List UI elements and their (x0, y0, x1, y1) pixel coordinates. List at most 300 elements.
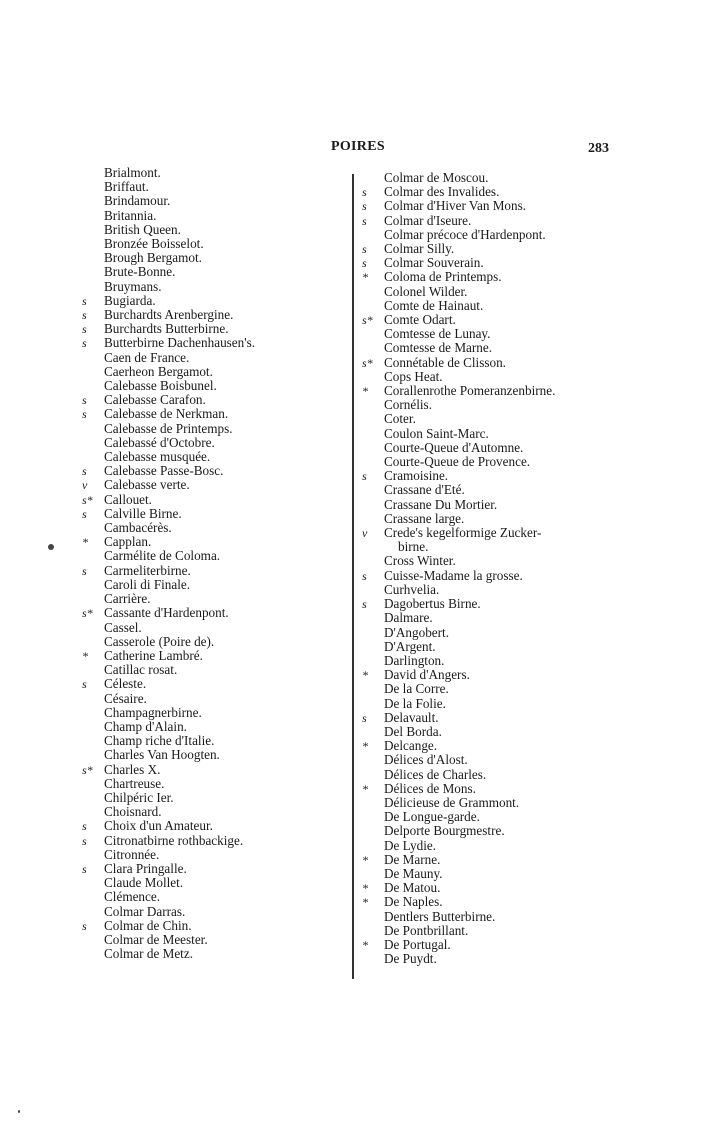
entry-marker: s (82, 861, 87, 876)
list-item (362, 313, 622, 327)
entry-marker: * (362, 668, 368, 683)
entry-text: Colmar Souverain. (384, 255, 484, 271)
list-item (362, 299, 622, 313)
entry-text: David d'Angers. (384, 667, 470, 683)
entry-marker: * (362, 881, 368, 896)
entry-text: Colmar d'Iseure. (384, 212, 472, 228)
list-item (82, 493, 332, 507)
list-item (82, 407, 332, 421)
entry-marker (82, 592, 104, 606)
list-item (82, 706, 332, 720)
list-item (82, 720, 332, 734)
right-column (362, 171, 622, 966)
entry-text: Bruymans. (104, 278, 162, 294)
entry-text: Colmar d'Hiver Van Mons. (384, 198, 527, 214)
entry-marker (362, 441, 384, 455)
entry-text: Colmar de Metz. (104, 946, 193, 962)
entry-text: Cross Winter. (384, 553, 456, 569)
list-item (82, 933, 332, 947)
list-item (82, 919, 332, 933)
list-item (82, 947, 332, 961)
list-item (362, 910, 622, 924)
entry-text: D'Angobert. (384, 624, 450, 640)
entry-marker: s (82, 322, 87, 337)
list-item (362, 725, 622, 739)
entry-marker: * (82, 535, 88, 550)
entry-marker: s (362, 710, 367, 725)
list-item (362, 867, 622, 881)
entry-text: Colmar précoce d'Hardenpont. (384, 226, 546, 242)
list-item (362, 498, 622, 512)
list-item (82, 322, 332, 336)
entry-marker: s (82, 336, 87, 351)
entry-text: De Mauny. (384, 865, 443, 881)
entry-marker (82, 663, 104, 677)
list-item (362, 640, 622, 654)
entry-text: Connétable de Clisson. (384, 354, 506, 370)
entry-marker: s* (362, 355, 373, 370)
entry-text: Brindamour. (104, 193, 171, 209)
entry-text: Coulon Saint-Marc. (384, 425, 489, 441)
entry-text: Crassane large. (384, 510, 465, 526)
list-item (82, 308, 332, 322)
entry-text: Burchardts Arenbergine. (104, 307, 234, 323)
list-item (82, 478, 332, 492)
list-item (362, 611, 622, 625)
entry-text: De Lydie. (384, 837, 437, 853)
list-item (82, 436, 332, 450)
entry-text: De Portugal. (384, 936, 451, 952)
entry-text: Capplan. (104, 534, 152, 550)
entry-text: Cuisse-Madame la grosse. (384, 567, 523, 583)
entry-marker: s (82, 293, 87, 308)
entry-text: Colonel Wilder. (384, 283, 468, 299)
entry-text: Colmar Silly. (384, 241, 455, 257)
entry-marker (362, 228, 384, 242)
list-item (82, 393, 332, 407)
entry-marker (362, 398, 384, 412)
list-item (82, 606, 332, 620)
ink-speck (18, 1110, 20, 1113)
entry-marker (362, 540, 384, 554)
entry-text: Caroli di Finale. (104, 576, 191, 592)
list-item (362, 285, 622, 299)
entry-text: Charles X. (104, 761, 161, 777)
entry-marker (82, 578, 104, 592)
entry-marker: s (82, 918, 87, 933)
entry-marker (362, 427, 384, 441)
entry-text: Calebasse verte. (104, 477, 190, 493)
entry-text: British Queen. (104, 221, 181, 237)
list-item (362, 654, 622, 668)
list-item (362, 583, 622, 597)
entry-text: Caerheon Bergamot. (104, 363, 213, 379)
entry-marker (362, 498, 384, 512)
entry-marker: * (362, 852, 368, 867)
list-item (362, 483, 622, 497)
entry-text: Chilpéric Ier. (104, 789, 174, 805)
list-item (362, 199, 622, 213)
entry-text: Brute-Bonne. (104, 264, 176, 280)
list-item (362, 839, 622, 853)
list-item (82, 763, 332, 777)
entry-text: Délices de Charles. (384, 766, 487, 782)
entry-marker (82, 251, 104, 265)
list-item (362, 853, 622, 867)
entry-text: Crede's kegelformige Zucker- (384, 525, 542, 541)
entry-text: birne. (398, 539, 429, 555)
entry-marker (82, 180, 104, 194)
entry-marker (82, 422, 104, 436)
list-item (82, 748, 332, 762)
entry-text: Cassante d'Hardenpont. (104, 605, 229, 621)
entry-marker: s (362, 242, 367, 257)
list-item (82, 464, 332, 478)
list-item (362, 526, 622, 540)
entry-text: De Longue-garde. (384, 809, 480, 825)
list-item (82, 223, 332, 237)
entry-text: Brialmont. (104, 165, 161, 180)
entry-text: Brough Bergamot. (104, 250, 202, 266)
entry-text: Calebasse musquée. (104, 449, 211, 465)
entry-marker (362, 171, 384, 185)
entry-text: Céleste. (104, 676, 147, 692)
list-item (362, 441, 622, 455)
list-item (82, 336, 332, 350)
entry-text: Comtesse de Marne. (384, 340, 493, 356)
entry-text: Darlington. (384, 652, 445, 668)
entry-marker (82, 194, 104, 208)
list-item (82, 819, 332, 833)
entry-text: Corallenrothe Pomeranzenbirne. (384, 383, 556, 399)
entry-marker: * (362, 937, 368, 952)
entry-marker: s (362, 256, 367, 271)
entry-marker: v (362, 526, 368, 541)
list-item (362, 185, 622, 199)
entry-text: Delporte Bourgmestre. (384, 823, 505, 839)
list-item (82, 791, 332, 805)
entry-marker (82, 351, 104, 365)
entry-text: De Matou. (384, 880, 441, 896)
entry-marker (362, 810, 384, 824)
entry-marker: * (362, 384, 368, 399)
entry-marker: s (82, 563, 87, 578)
ink-speck (48, 544, 54, 550)
list-item (362, 597, 622, 611)
list-item (362, 256, 622, 270)
entry-marker (82, 223, 104, 237)
list-item (362, 341, 622, 355)
entry-marker (82, 805, 104, 819)
entry-marker (362, 341, 384, 355)
list-item (362, 810, 622, 824)
entry-text: Callouet. (104, 491, 152, 507)
entry-marker (82, 933, 104, 947)
entry-text: Bronzée Boisselot. (104, 236, 204, 252)
entry-text: Colmar des Invalides. (384, 184, 500, 200)
list-item (362, 753, 622, 767)
entry-text: Coloma de Printemps. (384, 269, 502, 285)
list-item (82, 677, 332, 691)
entry-marker: s (362, 199, 367, 214)
entry-marker: * (362, 895, 368, 910)
list-item (82, 649, 332, 663)
entry-marker: s (82, 308, 87, 323)
entry-text: Délicieuse de Grammont. (384, 794, 520, 810)
list-item (362, 384, 622, 398)
entry-text: Calebasse Carafon. (104, 392, 206, 408)
list-item (82, 209, 332, 223)
list-item (82, 450, 332, 464)
list-item (362, 824, 622, 838)
entry-text: Charles Van Hoogten. (104, 747, 220, 763)
entry-text: De Marne. (384, 851, 441, 867)
entry-text: Cambacérès. (104, 520, 172, 536)
entry-marker: * (362, 270, 368, 285)
list-item (82, 905, 332, 919)
entry-marker: s (362, 597, 367, 612)
list-item (82, 890, 332, 904)
entry-text: Courte-Queue de Provence. (384, 454, 531, 470)
entry-marker (362, 867, 384, 881)
entry-text: Briffaut. (104, 179, 149, 195)
left-column (82, 166, 332, 961)
entry-marker: * (362, 739, 368, 754)
entry-text: Cramoisine. (384, 468, 449, 484)
entry-text: Colmar de Moscou. (384, 170, 489, 185)
entry-text: Calebasse Boisbunel. (104, 378, 217, 394)
entry-text: Colmar de Meester. (104, 931, 208, 947)
entry-marker: s (82, 393, 87, 408)
entry-text: D'Argent. (384, 638, 436, 654)
entry-marker (362, 682, 384, 696)
list-item (82, 265, 332, 279)
list-item (82, 365, 332, 379)
entry-text: Champagnerbirne. (104, 704, 202, 720)
list-item (362, 356, 622, 370)
entry-text: Cops Heat. (384, 368, 443, 384)
list-item (362, 569, 622, 583)
entry-marker (82, 734, 104, 748)
entry-text: Claude Mollet. (104, 875, 184, 891)
entry-marker (82, 905, 104, 919)
entry-text: Del Borda. (384, 723, 442, 739)
entry-marker (362, 725, 384, 739)
list-item (82, 251, 332, 265)
list-item (82, 422, 332, 436)
entry-text: Crassane Du Mortier. (384, 496, 498, 512)
entry-marker: * (362, 781, 368, 796)
entry-marker (362, 483, 384, 497)
entry-marker (362, 924, 384, 938)
entry-text: Choix d'un Amateur. (104, 818, 213, 834)
entry-marker (362, 640, 384, 654)
list-item (362, 214, 622, 228)
list-item (362, 938, 622, 952)
entry-text: Burchardts Butterbirne. (104, 321, 229, 337)
list-item (82, 194, 332, 208)
entry-marker (362, 583, 384, 597)
list-item (362, 469, 622, 483)
list-item (82, 549, 332, 563)
entry-marker (362, 824, 384, 838)
entry-marker (362, 370, 384, 384)
list-item (362, 924, 622, 938)
entry-text: Calebassé d'Octobre. (104, 434, 215, 450)
list-item (362, 242, 622, 256)
entry-text: Calebasse de Printemps. (104, 420, 233, 436)
entry-marker (82, 876, 104, 890)
entry-marker: s* (82, 762, 93, 777)
entry-text: Coter. (384, 411, 416, 427)
entry-text: De la Corre. (384, 681, 449, 697)
entry-text: Delcange. (384, 738, 438, 754)
entry-text: Champ riche d'Italie. (104, 733, 215, 749)
entry-marker (362, 952, 384, 966)
list-item (362, 697, 622, 711)
entry-text: De Puydt. (384, 951, 437, 967)
entry-marker (82, 209, 104, 223)
entry-marker: s (362, 469, 367, 484)
entry-text: Calebasse Passe-Bosc. (104, 463, 224, 479)
list-item (82, 535, 332, 549)
entry-text: Britannia. (104, 207, 157, 223)
entry-text: Colmar Darras. (104, 903, 186, 919)
entry-marker (362, 753, 384, 767)
list-item (82, 379, 332, 393)
entry-marker (362, 554, 384, 568)
entry-marker (362, 455, 384, 469)
entry-marker (82, 706, 104, 720)
page-number: 283 (588, 141, 609, 156)
list-item (82, 834, 332, 848)
entry-marker: s (82, 833, 87, 848)
entry-marker (82, 621, 104, 635)
entry-text: Carrière. (104, 591, 151, 607)
entry-marker: s* (82, 492, 93, 507)
entry-text: Catherine Lambré. (104, 647, 203, 663)
entry-text: Clara Pringalle. (104, 860, 187, 876)
entry-text: De Pontbrillant. (384, 922, 469, 938)
list-item (82, 876, 332, 890)
entry-marker (362, 512, 384, 526)
list-item (82, 635, 332, 649)
entry-marker: s (362, 213, 367, 228)
entry-marker: s (82, 506, 87, 521)
list-item (82, 578, 332, 592)
list-item (362, 796, 622, 810)
entry-text: Clémence. (104, 889, 161, 905)
entry-marker (362, 654, 384, 668)
entry-text: De la Folie. (384, 695, 446, 711)
entry-marker (82, 521, 104, 535)
entry-text: Citronnée. (104, 846, 160, 862)
list-item (82, 237, 332, 251)
list-item (362, 768, 622, 782)
entry-marker (82, 265, 104, 279)
entry-marker (82, 436, 104, 450)
entry-marker: s* (362, 313, 373, 328)
list-item (82, 621, 332, 635)
list-item (82, 862, 332, 876)
entry-text: Choisnard. (104, 804, 162, 820)
entry-marker (82, 692, 104, 706)
entry-marker (82, 549, 104, 563)
entry-text: Carmeliterbirne. (104, 562, 191, 578)
entry-marker (82, 848, 104, 862)
entry-text: Butterbirne Dachenhausen's. (104, 335, 256, 351)
entry-marker (362, 839, 384, 853)
list-item (362, 270, 622, 284)
entry-text: Curhvelia. (384, 581, 440, 597)
list-item (362, 682, 622, 696)
entry-marker (362, 697, 384, 711)
entry-marker: s (362, 568, 367, 583)
entry-text: Dagobertus Birne. (384, 596, 481, 612)
list-item (362, 412, 622, 426)
list-item (362, 398, 622, 412)
entry-marker (82, 777, 104, 791)
entry-text: Chartreuse. (104, 775, 165, 791)
entry-text: Champ d'Alain. (104, 718, 187, 734)
entry-text: Colmar de Chin. (104, 917, 192, 933)
entry-marker: * (82, 648, 88, 663)
entry-text: Carmélite de Coloma. (104, 548, 221, 564)
entry-text: Calville Birne. (104, 505, 182, 521)
entry-marker: s (82, 819, 87, 834)
entry-marker (362, 611, 384, 625)
entry-text: Délices d'Alost. (384, 752, 468, 768)
list-item (362, 711, 622, 725)
list-item (82, 663, 332, 677)
list-item (82, 692, 332, 706)
entry-marker (82, 379, 104, 393)
entry-marker (82, 947, 104, 961)
list-item (82, 592, 332, 606)
entry-text: Bugiarda. (104, 292, 156, 308)
entry-marker (362, 796, 384, 810)
list-item (82, 564, 332, 578)
entry-text: Comte de Hainaut. (384, 297, 484, 313)
entry-marker (82, 635, 104, 649)
entry-marker (82, 365, 104, 379)
list-item (82, 166, 332, 180)
page-header-title: POIRES (331, 139, 385, 154)
entry-marker (82, 791, 104, 805)
list-item (82, 805, 332, 819)
entry-marker (362, 910, 384, 924)
entry-text: Cassel. (104, 619, 142, 635)
list-item (82, 734, 332, 748)
list-item (82, 280, 332, 294)
list-item (362, 171, 622, 185)
entry-marker (362, 327, 384, 341)
entry-marker (82, 748, 104, 762)
entry-text: Comte Odart. (384, 312, 456, 328)
entry-marker (82, 280, 104, 294)
list-item (362, 554, 622, 568)
list-item (362, 370, 622, 384)
list-item (362, 228, 622, 242)
entry-marker: s (362, 185, 367, 200)
list-item (362, 455, 622, 469)
entry-text: Crassane d'Eté. (384, 482, 465, 498)
entry-marker (362, 285, 384, 299)
entry-text: Courte-Queue d'Automne. (384, 439, 524, 455)
list-item (82, 180, 332, 194)
list-item (82, 294, 332, 308)
list-item (362, 540, 622, 554)
